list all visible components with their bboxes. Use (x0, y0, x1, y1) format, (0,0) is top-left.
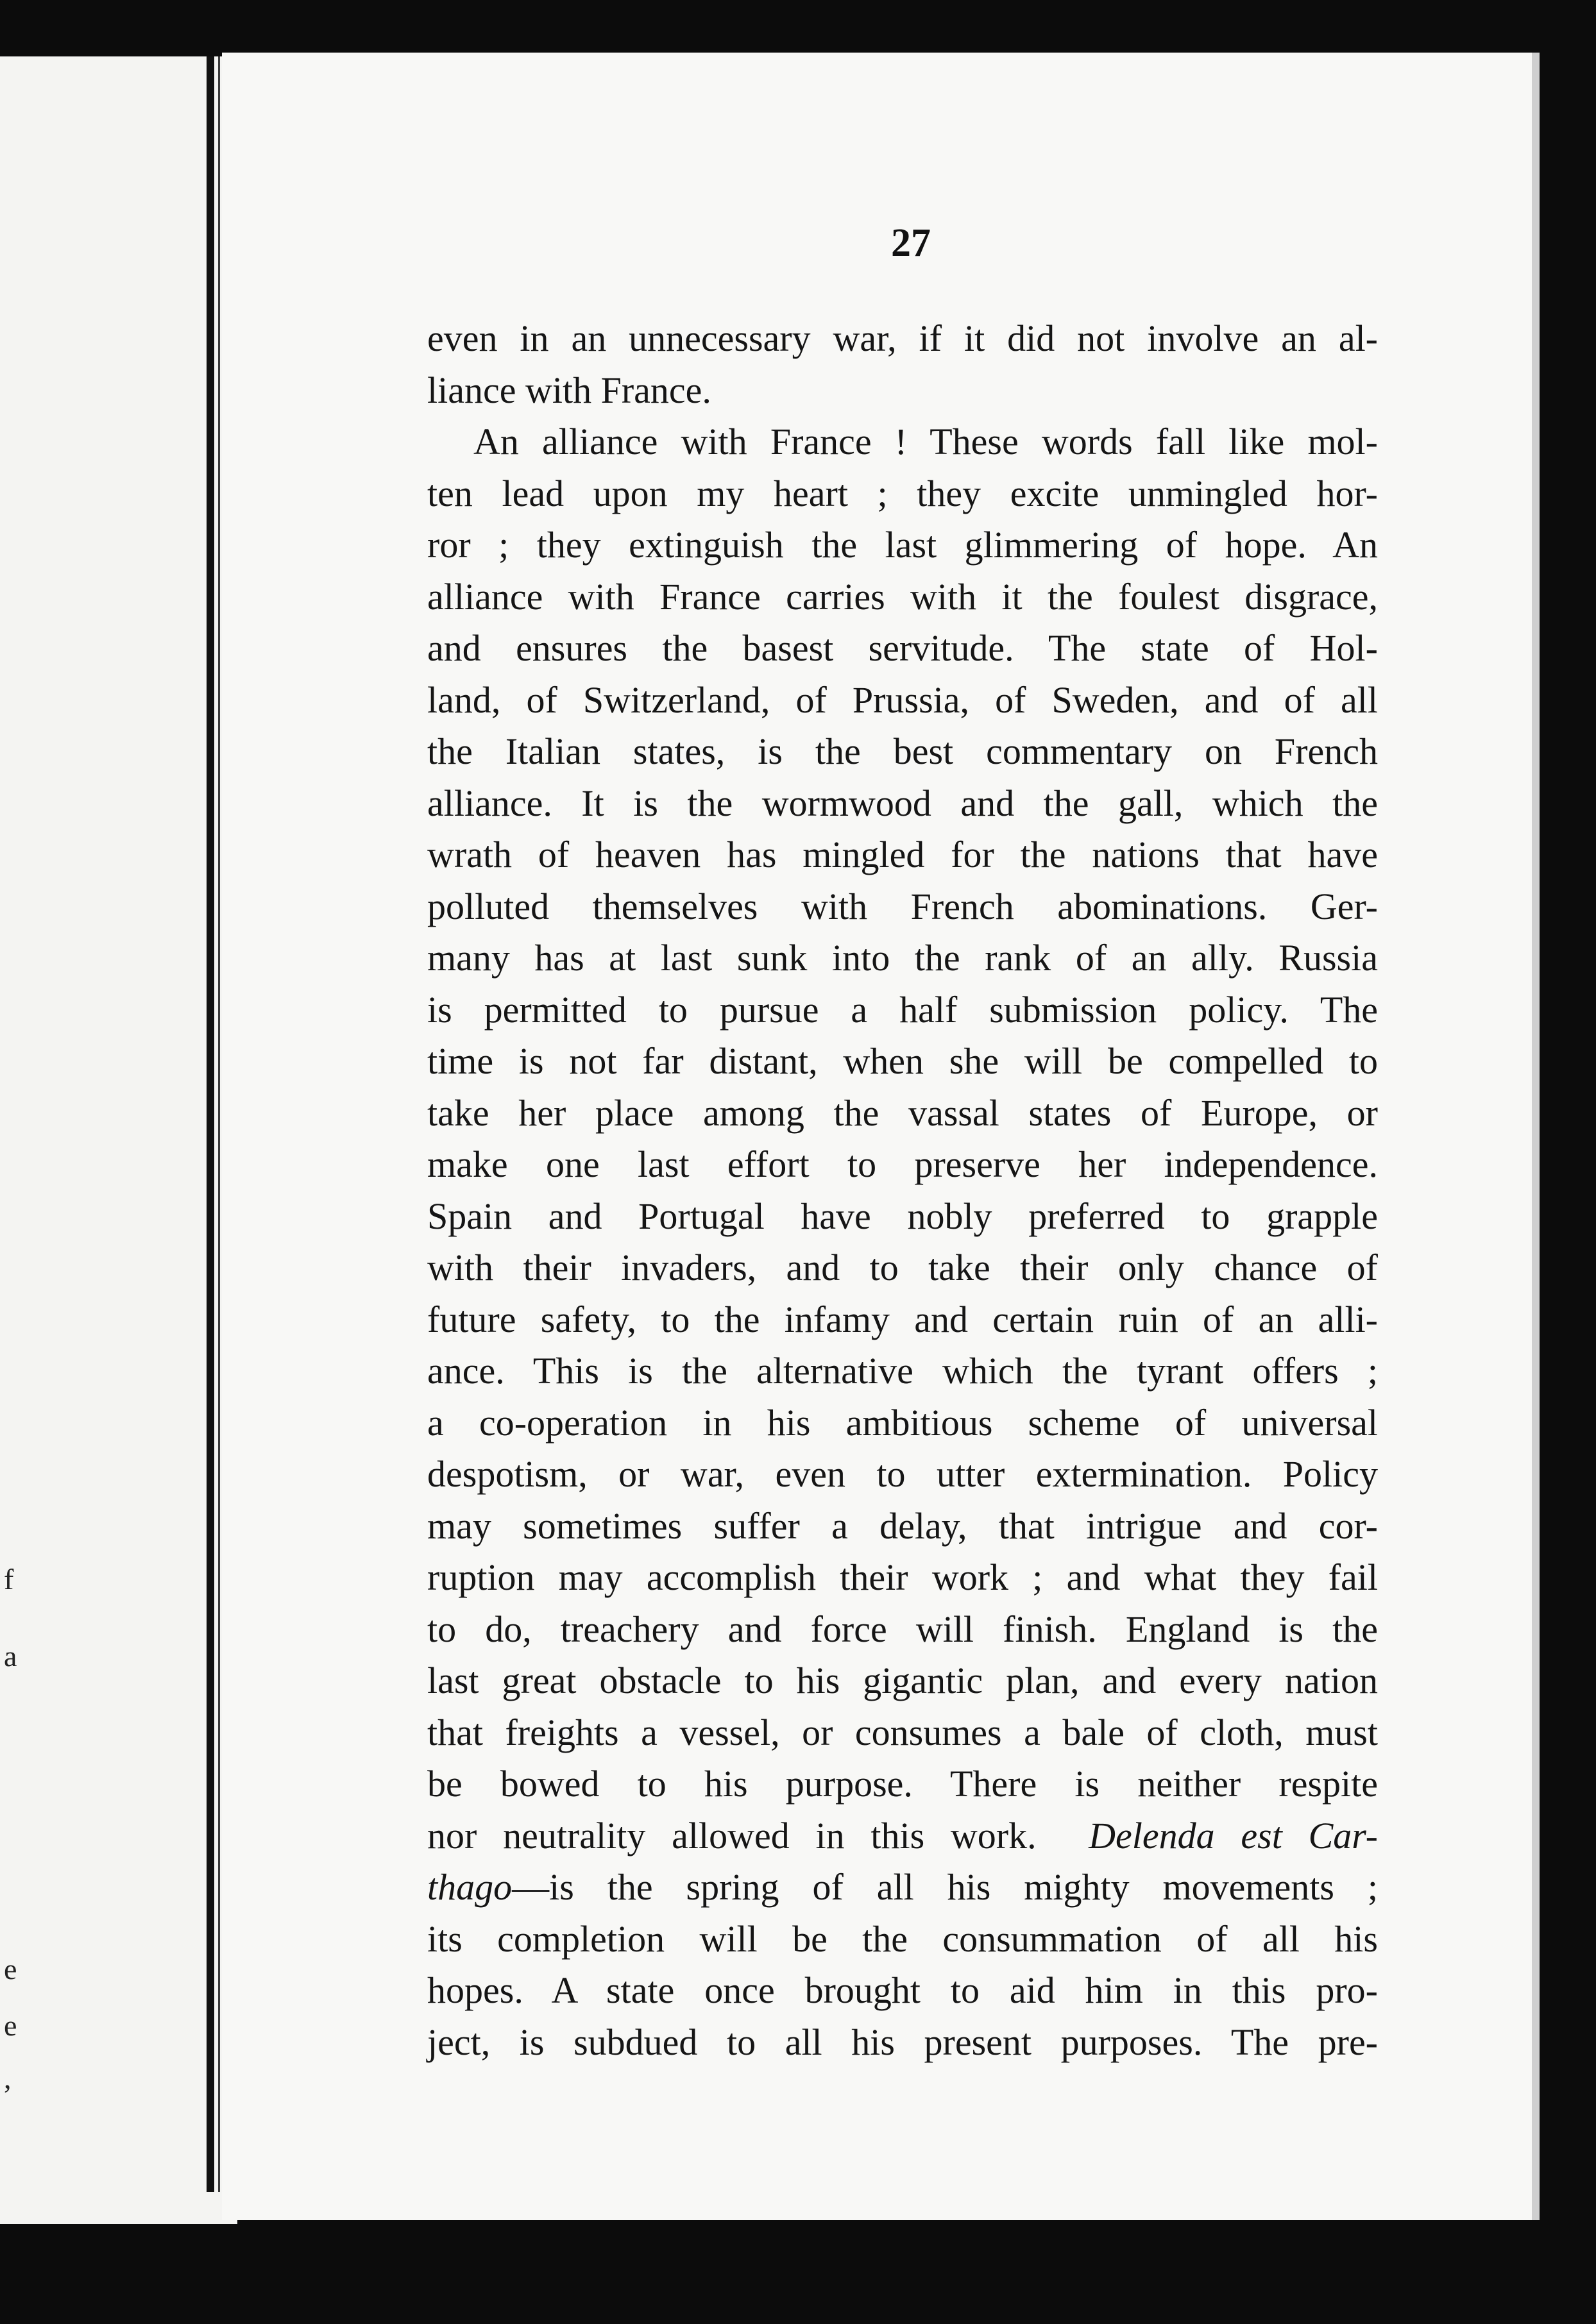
text-line: may sometimes suffer a delay, that intrigue and cor- (427, 1504, 1378, 1547)
text-line: ror ; they extinguish the last glimmering of hope. An (427, 524, 1378, 566)
edge-fragment: , (4, 2062, 12, 2094)
text-line: many has at last sunk into the rank of an ally. Russia (427, 937, 1378, 979)
italic-phrase: Delenda est Car- (1089, 1814, 1378, 1857)
text-line: be bowed to his purpose. There is neither respite (427, 1763, 1378, 1805)
text-line: An alliance with France ! These words fall like mol- (473, 421, 1378, 462)
text-line: despotism, or war, even to utter extermination. Policy (427, 1453, 1378, 1495)
text-line: even in an unnecessary war, if it did not involve an al- (427, 317, 1378, 359)
left-page (0, 56, 237, 2224)
edge-fragment: a (4, 1640, 17, 1672)
text-line: ject, is subdued to all his present purposes. The pre- (427, 2021, 1378, 2063)
text-line-with-italic (427, 1810, 1378, 1862)
text-line-with-italic (427, 1862, 1378, 1914)
text-line: is permitted to pursue a half submission policy. The (427, 988, 1378, 1031)
italic-phrase: thago (427, 1866, 513, 1908)
text-line: hopes. A state once brought to aid him in this pro- (427, 1969, 1378, 2011)
text-line: wrath of heaven has mingled for the nations that have (427, 834, 1378, 875)
text-line: the Italian states, is the best commentary on French (427, 730, 1378, 772)
text-line: alliance with France carries with it the foulest disgrace, (427, 575, 1378, 618)
text-segment: —is the spring of all his mighty movements ; (512, 1866, 1378, 1908)
text-line: to do, treachery and force will finish. England is the (427, 1608, 1378, 1650)
text-line: Spain and Portugal have nobly preferred to grapple (427, 1195, 1378, 1237)
text-line: its completion will be the consummation of all his (427, 1917, 1378, 1960)
text-line: ten lead upon my heart ; they excite unmingled hor- (427, 472, 1378, 514)
text-line: take her place among the vassal states of Europe, or (427, 1091, 1378, 1134)
text-line: ance. This is the alternative which the tyrant offers ; (427, 1350, 1378, 1392)
text-line: with their invaders, and to take their only chance of (427, 1247, 1378, 1288)
text-line: that freights a vessel, or consumes a bale of cloth, must (427, 1711, 1378, 1753)
text-line: liance with France. (427, 369, 711, 411)
text-segment: nor neutrality allowed in this work. (427, 1814, 1037, 1857)
text-line: make one last effort to preserve her independence. (427, 1143, 1378, 1185)
text-line: polluted themselves with French abominations. Ger- (427, 885, 1378, 927)
edge-fragment: e (4, 2009, 17, 2042)
text-line: and ensures the basest servitude. The state of Hol- (427, 627, 1378, 669)
text-line: time is not far distant, when she will be compelled to (427, 1040, 1378, 1082)
edge-fragment: f (4, 1563, 14, 1596)
page-number: 27 (891, 221, 931, 265)
book-gutter-edge (218, 56, 220, 2192)
right-page-edge (1532, 53, 1540, 2220)
text-line: a co-operation in his ambitious scheme of universal (427, 1401, 1378, 1444)
text-line: future safety, to the infamy and certain ruin of an alli- (427, 1298, 1378, 1340)
book-gutter (207, 56, 214, 2192)
text-line: ruption may accomplish their work ; and what they fail (427, 1556, 1378, 1598)
text-line: land, of Switzerland, of Prussia, of Sweden, and of all (427, 678, 1378, 721)
text-line: last great obstacle to his gigantic plan, and every nation (427, 1660, 1378, 1701)
edge-fragment: e (4, 1953, 17, 1985)
body-text (427, 313, 1378, 2068)
text-line: alliance. It is the wormwood and the gall, which the (427, 782, 1378, 824)
left-page-edge-fragments (0, 56, 26, 2224)
